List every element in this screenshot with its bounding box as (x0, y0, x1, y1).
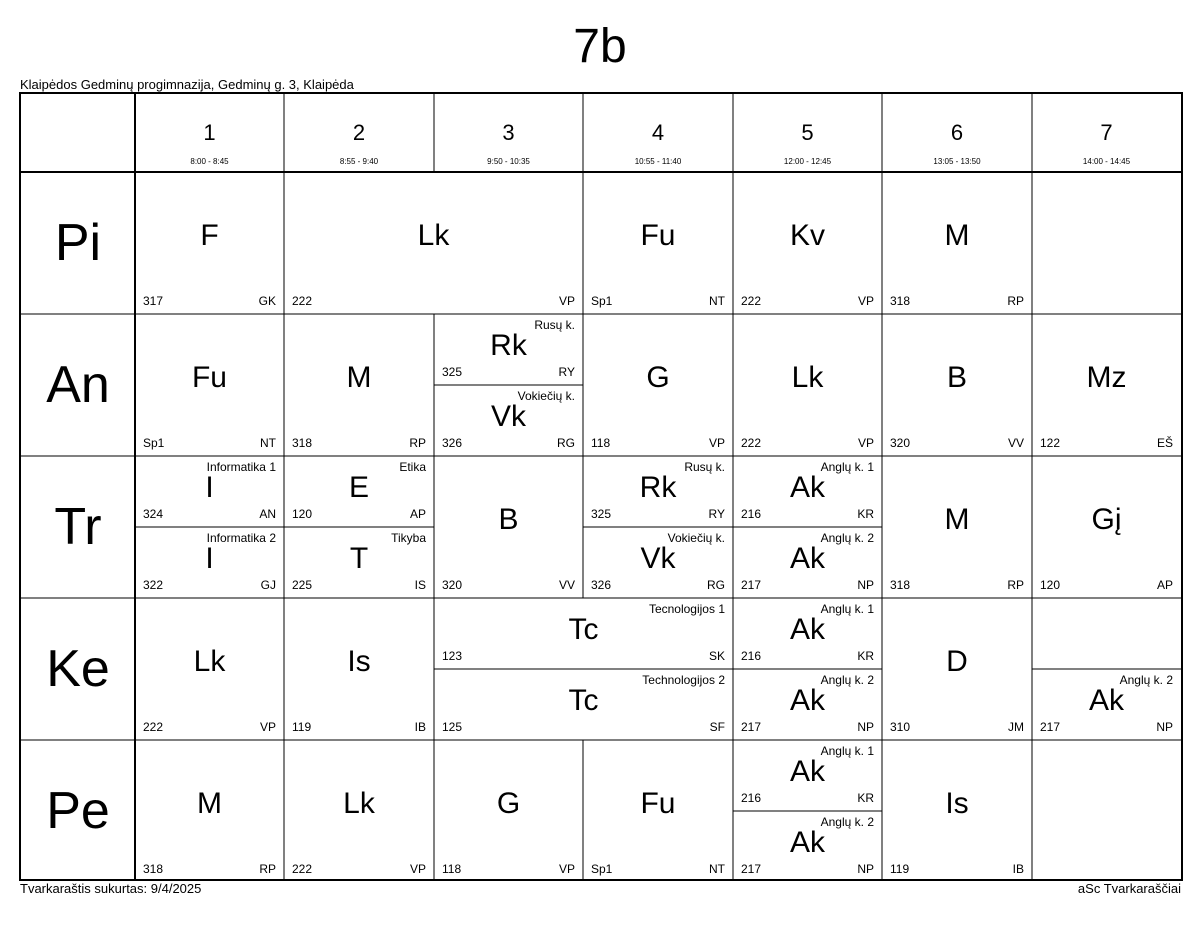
room-number: 120 (1040, 578, 1061, 592)
teacher-initials: NP (857, 720, 874, 734)
room-number: 326 (442, 436, 463, 450)
room-number: Sp1 (591, 294, 613, 308)
subject-label: G (496, 787, 521, 820)
lesson-cell (733, 456, 882, 527)
lesson-cell (1032, 669, 1181, 740)
lesson-cell (434, 456, 583, 598)
lesson-cell (135, 527, 284, 598)
lesson-cell (135, 314, 284, 456)
subject-label: M (944, 219, 970, 252)
lesson-cell (1032, 314, 1181, 456)
teacher-initials: GJ (260, 578, 276, 592)
lesson-cell (733, 314, 882, 456)
period-time: 14:00 - 14:45 (1082, 157, 1131, 166)
teacher-initials: NP (857, 578, 874, 592)
lesson-cell (882, 456, 1032, 598)
timetable-grid (19, 92, 1183, 881)
period-time: 9:50 - 10:35 (487, 157, 530, 166)
lesson-cell (434, 740, 583, 882)
lesson-cell (733, 598, 882, 669)
teacher-initials: VP (857, 294, 874, 308)
period-time: 8:00 - 8:45 (190, 157, 229, 166)
teacher-initials: VV (1007, 436, 1024, 450)
teacher-initials: AP (1156, 578, 1173, 592)
lesson-cell (434, 669, 733, 740)
subject-label: Vk (490, 400, 526, 433)
room-number: 222 (292, 294, 313, 308)
teacher-initials: IS (414, 578, 426, 592)
room-number: 222 (741, 436, 762, 450)
lesson-cell (434, 598, 733, 669)
room-number: 318 (890, 294, 911, 308)
group-label: Anglų k. 2 (1119, 673, 1173, 687)
lesson-cell (583, 456, 733, 527)
lesson-cell (583, 527, 733, 598)
lesson-cell (882, 740, 1032, 882)
room-number: 325 (442, 365, 463, 379)
group-label: Anglų k. 2 (820, 673, 874, 687)
room-number: 216 (741, 791, 762, 805)
subject-label: Fu (640, 787, 676, 820)
group-label: Tecnologijos 1 (648, 602, 725, 616)
room-number: 222 (292, 862, 313, 876)
room-number: 217 (1040, 720, 1061, 734)
room-number: 118 (442, 862, 462, 876)
subject-label: Vk (640, 542, 676, 575)
subject-label: I (205, 471, 214, 504)
room-number: 324 (143, 507, 164, 521)
group-label: Anglų k. 1 (820, 460, 874, 474)
room-number: 123 (442, 649, 463, 663)
lesson-cell (135, 456, 284, 527)
teacher-initials: VP (708, 436, 725, 450)
lesson-cell (733, 527, 882, 598)
subject-label: M (197, 787, 222, 820)
teacher-initials: NP (857, 862, 874, 876)
room-number: 326 (591, 578, 612, 592)
subject-label: Kv (789, 219, 825, 252)
subject-label: Ak (789, 684, 825, 717)
lesson-cell (1032, 456, 1181, 598)
room-number: 318 (143, 862, 164, 876)
teacher-initials: JM (1008, 720, 1024, 734)
room-number: 120 (292, 507, 313, 521)
page-title: 7b (573, 20, 627, 73)
lesson-cell (284, 598, 434, 740)
period-number: 5 (801, 120, 814, 145)
lesson-cell (583, 314, 733, 456)
subject-label: Rk (490, 329, 527, 362)
subject-label: Is (347, 645, 371, 678)
subject-label: Ak (789, 471, 825, 504)
group-label: Tikyba (391, 531, 426, 545)
school-name: Klaipėdos Gedminų progimnazija, Gedminų g. 3, Klaipėda (20, 77, 354, 92)
room-number: 217 (741, 720, 762, 734)
teacher-initials: VP (409, 862, 426, 876)
teacher-initials: AP (409, 507, 426, 521)
subject-label: Ak (789, 542, 825, 575)
room-number: 320 (442, 578, 463, 592)
lesson-cell (284, 314, 434, 456)
teacher-initials: RY (708, 507, 725, 521)
lesson-cell (284, 527, 434, 598)
period-header-7 (1032, 94, 1181, 172)
created-date: Tvarkaraštis sukurtas: 9/4/2025 (20, 881, 202, 896)
group-label: Vokiečių k. (667, 531, 725, 545)
day-label-ke: Ke (46, 640, 110, 698)
room-number: 317 (143, 294, 164, 308)
room-number: 217 (741, 862, 762, 876)
subject-label: Ak (789, 755, 825, 788)
room-number: Sp1 (591, 862, 613, 876)
subject-label: B (946, 361, 967, 394)
subject-label: Lk (417, 219, 450, 252)
teacher-initials: VV (558, 578, 575, 592)
lesson-cell (434, 385, 583, 456)
subject-label: E (348, 471, 369, 504)
group-label: Anglų k. 2 (820, 531, 874, 545)
subject-label: Ak (789, 826, 825, 859)
period-time: 10:55 - 11:40 (634, 157, 682, 166)
room-number: 222 (143, 720, 164, 734)
period-header-1 (135, 94, 284, 172)
subject-label: Ak (1088, 684, 1124, 717)
teacher-initials: KR (857, 507, 874, 521)
period-time: 8:55 - 9:40 (339, 157, 379, 166)
day-label-pe: Pe (46, 782, 110, 840)
lesson-cell (733, 172, 882, 314)
lesson-cell (284, 740, 434, 882)
group-label: Informatika 2 (206, 531, 276, 545)
subject-label: M (346, 361, 372, 394)
group-label: Informatika 1 (206, 460, 276, 474)
teacher-initials: KR (857, 791, 874, 805)
lesson-cell (882, 598, 1032, 740)
period-header-5 (733, 94, 882, 172)
room-number: 225 (292, 578, 313, 592)
room-number: 216 (741, 507, 762, 521)
subject-label: Is (945, 787, 969, 820)
teacher-initials: RP (409, 436, 426, 450)
group-label: Etika (399, 460, 426, 474)
period-header-3 (434, 94, 583, 172)
lesson-cell (733, 811, 882, 882)
period-number: 4 (651, 120, 665, 145)
period-header-6 (882, 94, 1032, 172)
period-time: 13:05 - 13:50 (933, 157, 981, 166)
subject-label: T (349, 542, 369, 575)
group-label: Rusų k. (684, 460, 725, 474)
lesson-cell (733, 740, 882, 811)
group-label: Technologijos 2 (642, 673, 725, 687)
brand-label: aSc Tvarkaraščiai (1077, 881, 1181, 896)
teacher-initials: GK (258, 294, 276, 308)
room-number: 325 (591, 507, 612, 521)
lesson-cell (583, 740, 733, 882)
subject-label: Ak (789, 613, 825, 646)
teacher-initials: RP (1007, 294, 1024, 308)
room-number: 122 (1040, 436, 1061, 450)
teacher-initials: VP (259, 720, 276, 734)
day-label-an: An (46, 356, 110, 414)
subject-label: Tc (568, 684, 599, 717)
room-number: 320 (890, 436, 911, 450)
lesson-cell (733, 669, 882, 740)
lesson-cell (284, 172, 583, 314)
teacher-initials: RG (707, 578, 725, 592)
teacher-initials: VP (558, 862, 575, 876)
teacher-initials: NT (260, 436, 276, 450)
room-number: 222 (741, 294, 762, 308)
teacher-initials: RG (557, 436, 575, 450)
subject-label: Lk (193, 645, 226, 678)
lesson-cell (882, 314, 1032, 456)
teacher-initials: RY (558, 365, 575, 379)
period-number: 6 (950, 120, 964, 145)
room-number: 310 (890, 720, 911, 734)
room-number: 125 (442, 720, 463, 734)
teacher-initials: NP (1156, 720, 1173, 734)
period-time: 12:00 - 12:45 (783, 157, 832, 166)
room-number: 118 (591, 436, 611, 450)
subject-label: Lk (791, 361, 824, 394)
period-number: 7 (1100, 120, 1113, 145)
group-label: Anglų k. 1 (820, 744, 874, 758)
subject-label: Lk (343, 787, 375, 820)
teacher-initials: VP (558, 294, 575, 308)
subject-label: Gį (1091, 503, 1122, 536)
subject-label: Mz (1086, 361, 1127, 394)
lesson-cell (583, 172, 733, 314)
room-number: 318 (890, 578, 911, 592)
subject-label: I (205, 542, 214, 575)
subject-label: Fu (191, 361, 227, 394)
room-number: 217 (741, 578, 762, 592)
subject-label: B (498, 503, 519, 536)
teacher-initials: AN (259, 507, 276, 521)
lesson-cell (135, 740, 284, 882)
group-label: Rusų k. (534, 318, 575, 332)
group-label: Anglų k. 1 (820, 602, 874, 616)
period-number: 1 (203, 120, 216, 145)
room-number: 318 (292, 436, 313, 450)
lesson-cell (135, 598, 284, 740)
period-number: 3 (502, 120, 515, 145)
subject-label: F (200, 219, 219, 252)
subject-label: Tc (568, 613, 599, 646)
subject-label: M (944, 503, 970, 536)
day-label-pi: Pi (54, 214, 102, 272)
group-label: Anglų k. 2 (820, 815, 874, 829)
teacher-initials: RP (259, 862, 276, 876)
lesson-cell (284, 456, 434, 527)
period-header-2 (284, 94, 434, 172)
room-number: 216 (741, 649, 762, 663)
teacher-initials: SF (709, 720, 725, 734)
lesson-cell (434, 314, 583, 385)
subject-label: G (646, 361, 670, 394)
room-number: Sp1 (143, 436, 165, 450)
subject-label: D (946, 645, 968, 678)
subject-label: Fu (640, 219, 676, 252)
teacher-initials: IB (414, 720, 426, 734)
lesson-cell (135, 172, 284, 314)
period-header-4 (583, 94, 733, 172)
subject-label: Rk (639, 471, 677, 504)
room-number: 322 (143, 578, 164, 592)
group-label: Vokiečių k. (517, 389, 575, 403)
teacher-initials: VP (857, 436, 874, 450)
room-number: 119 (890, 862, 910, 876)
teacher-initials: NT (709, 294, 725, 308)
teacher-initials: NT (709, 862, 725, 876)
lesson-cell (882, 172, 1032, 314)
room-number: 119 (292, 720, 312, 734)
teacher-initials: IB (1012, 862, 1024, 876)
day-label-tr: Tr (54, 498, 102, 556)
teacher-initials: RP (1007, 578, 1024, 592)
teacher-initials: KR (857, 649, 874, 663)
teacher-initials: SK (708, 649, 725, 663)
teacher-initials: EŠ (1156, 436, 1173, 450)
period-number: 2 (352, 120, 366, 145)
